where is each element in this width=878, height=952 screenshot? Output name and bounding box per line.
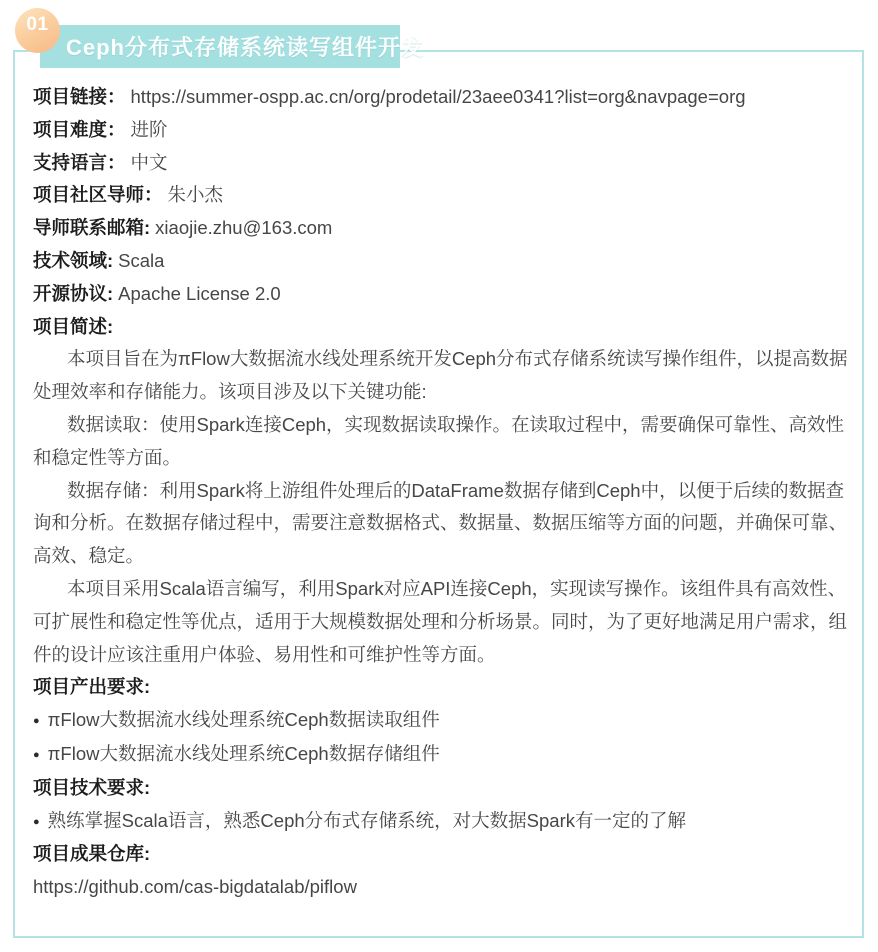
section-title-banner <box>40 25 425 68</box>
project-link-url: https://summer-ospp.ac.cn/org/prodetail/23aee0341?list=org&navpage=org <box>130 86 746 107</box>
field-value: 进阶 <box>130 118 168 140</box>
bullet-icon: ● <box>33 815 40 828</box>
summary-paragraph: 本项目旨在为πFlow大数据流水线处理系统开发Ceph分布式存储系统读写操作组件，以提高数据处理效率和存储能力。该项目涉及以下关键功能: <box>33 348 848 403</box>
field-row-tech-domain <box>33 245 848 278</box>
bullet-icon: ● <box>33 715 40 728</box>
section-heading-summary: 项目简述: <box>33 315 114 337</box>
summary-paragraph: 数据存储：利用Spark将上游组件处理后的DataFrame数据存储到Ceph中，以便于后续的数据查询和分析。在数据存储过程中，需要注意数据格式、数据量、数据压缩等方面的问题，并确保可靠、高效、稳定。 <box>33 479 848 567</box>
bullet-item <box>33 738 848 772</box>
section-number: 01 <box>26 14 49 35</box>
field-label: 技术领域: <box>33 249 114 271</box>
field-row-mentor <box>33 179 848 212</box>
field-value: 朱小杰 <box>167 184 224 206</box>
field-label: 开源协议: <box>33 282 114 304</box>
section-heading-outputs: 项目产出要求: <box>33 676 151 698</box>
field-label: 项目社区导师： <box>33 184 163 206</box>
section-title: Ceph分布式存储系统读写组件开发 <box>66 35 425 60</box>
bullet-icon: ● <box>33 748 40 761</box>
bullet-item <box>33 704 848 738</box>
bullet-item <box>33 805 848 839</box>
section-number-badge <box>15 8 60 53</box>
summary-paragraph: 数据读取：使用Spark连接Ceph，实现数据读取操作。在读取过程中，需要确保可靠性、高效性和稳定性等方面。 <box>33 413 845 468</box>
field-label: 项目难度： <box>33 118 126 140</box>
mentor-email: xiaojie.zhu@163.com <box>155 217 333 239</box>
field-value: Scala <box>118 249 165 271</box>
field-label: 支持语言： <box>33 151 126 173</box>
field-row-mentor-email <box>33 212 848 245</box>
bullet-text: πFlow大数据流水线处理系统Ceph数据读取组件 <box>47 709 440 731</box>
field-row-project-link <box>33 81 848 114</box>
summary-paragraph: 本项目采用Scala语言编写，利用Spark对应API连接Ceph，实现读写操作。该组件具有高效性、可扩展性和稳定性等优点，适用于大规模数据处理和分析场景。同时，为了更好地满足用户需求，组件的设计应该注重用户体验、易用性和可维护性等方面。 <box>33 577 848 665</box>
bullet-text: πFlow大数据流水线处理系统Ceph数据存储组件 <box>47 742 440 764</box>
field-row-license <box>33 278 848 311</box>
section-heading-tech-requirements: 项目技术要求: <box>33 776 151 798</box>
field-row-difficulty <box>33 114 848 147</box>
field-value: Apache License 2.0 <box>118 282 281 304</box>
field-label: 项目链接： <box>33 86 126 107</box>
field-row-language <box>33 147 848 180</box>
section-heading-repo: 项目成果仓库: <box>33 843 151 865</box>
project-details <box>33 81 848 904</box>
field-value: 中文 <box>130 151 168 173</box>
field-label: 导师联系邮箱: <box>33 217 151 239</box>
repo-url: https://github.com/cas-bigdatalab/piflow <box>33 876 357 898</box>
bullet-text: 熟练掌握Scala语言，熟悉Ceph分布式存储系统，对大数据Spark有一定的了解 <box>47 809 686 831</box>
